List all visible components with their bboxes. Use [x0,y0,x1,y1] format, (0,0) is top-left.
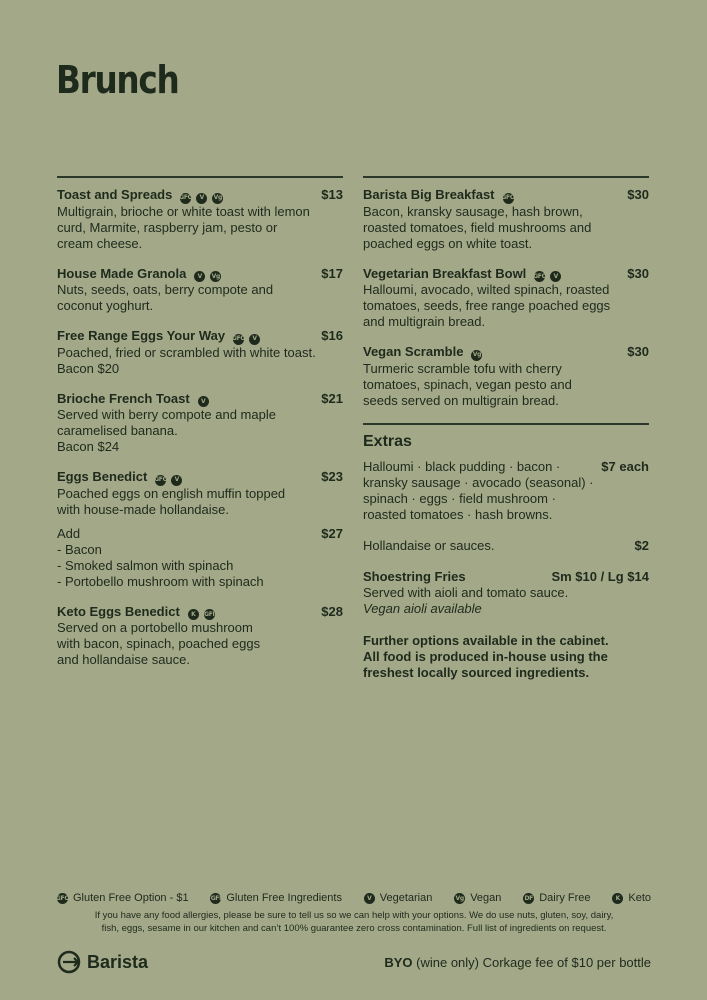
extras-list [363,459,649,523]
legend-label: Vegan [470,892,502,904]
byo-notice [384,955,651,970]
menu-item-shoestring-fries [363,569,649,617]
item-price: $13 [321,187,343,203]
item-price: $23 [321,469,343,485]
item-desc-line: seeds served on multigrain bread. [363,392,559,408]
menu-item [57,328,343,377]
right-menu-list [363,187,649,409]
item-price: $21 [321,390,343,406]
item-price: $30 [627,265,649,281]
diet-badge-icon: V [249,334,260,345]
logo-text: Barista [87,951,149,972]
right-column [363,176,649,681]
diet-badge-icon: GFI [210,894,222,902]
item-price: $28 [321,603,343,619]
add-label: Add [57,525,81,541]
item-desc-line: Multigrain, brioche or white toast with lemon [57,203,310,219]
legend-label: Vegetarian [379,892,433,904]
diet-badge-icon: Vg [471,350,482,361]
sauces-price: $2 [634,537,649,553]
item-desc-line: with house-made hollandaise. [57,501,229,517]
add-price: $27 [321,525,343,541]
item-desc-line: Served on a portobello mushroom [57,620,253,635]
diet-badge-icon: GFO [180,193,191,204]
diet-badge-icon: V [194,271,205,282]
item-desc-line: curd, Marmite, raspberry jam, pesto or [57,219,278,235]
item-name: Vegetarian Breakfast Bowl [363,265,527,281]
extras-title: Extras [363,432,412,450]
legend-item [612,892,651,904]
item-desc-line: Poached, fried or scrambled with white toast. [57,344,316,360]
item-price: $17 [321,265,343,281]
page-title: Brunch [56,58,179,102]
diet-badge-icon: GFO [503,193,514,204]
vegan-aioli-note: Vegan aioli available [363,600,482,616]
add-option: - Bacon [57,541,102,557]
item-desc-line: roasted tomatoes, field mushrooms and [363,219,592,235]
legend-item [523,892,590,904]
divider [363,423,649,425]
legend-label: Dairy Free [539,892,591,904]
diet-badge-icon: K [612,893,623,904]
diet-badge-icon: GFO [55,894,70,902]
item-desc-line: Bacon $24 [57,439,120,454]
extras-price: $7 each [601,458,649,474]
byo-label: BYO [384,955,413,970]
legend-item [454,892,501,904]
kitchen-note [363,633,649,681]
diet-badge-icon: Vg [455,894,464,902]
diet-badge-icon: V [364,893,375,904]
diet-badge-icon: K [188,609,199,620]
item-desc-line: cream cheese. [57,235,143,251]
extras-line: Halloumi · black pudding · bacon · [363,458,561,474]
legend-item [364,892,433,904]
legend-item [210,892,342,904]
item-name: Eggs Benedict [57,469,148,485]
add-option: - Smoked salmon with spinach [57,557,234,573]
item-name: Barista Big Breakfast [363,187,495,203]
item-desc-line: Bacon $20 [57,360,120,376]
item-desc-line: caramelised banana. [57,423,178,438]
extras-line: spinach · eggs · field mushroom · [363,490,556,506]
legend-label: Keto [628,892,651,904]
item-name: Toast and Spreads [57,187,173,203]
diet-badge-icon: GFO [155,475,166,486]
diet-badge-icon: GFO [233,334,244,345]
menu-item [57,391,343,456]
item-desc-line: with bacon, spinach, poached eggs [57,636,261,651]
item-desc-line: coconut yoghurt. [57,298,154,313]
item-name: Shoestring Fries [363,568,466,584]
item-name: Keto Eggs Benedict [57,603,180,619]
item-desc-line: and hollandaise sauce. [57,652,190,667]
item-name: Vegan Scramble [363,344,464,360]
menu-item [363,344,649,409]
item-name: House Made Granola [57,265,187,281]
item-price: Sm $10 / Lg $14 [551,568,649,584]
diet-badge-icon: V [196,193,207,204]
item-price: $30 [627,187,649,203]
item-desc-line: poached eggs on white toast. [363,235,533,251]
item-desc-line: Turmeric scramble tofu with cherry [363,360,562,376]
note-line: All food is produced in-house using the [363,648,608,664]
menu-item-keto-eggs-benedict [57,604,343,669]
sauces-item [363,538,649,554]
sauces-label: Hollandaise or sauces. [363,537,495,553]
barista-logo [57,949,148,975]
item-price: $30 [627,344,649,360]
menu-item [363,266,649,331]
allergy-line: fish, eggs, sesame in our kitchen and can’t 100% guarantee zero cross contamination. Full list of ingredients on request. [101,923,607,934]
add-options [57,526,343,590]
diet-badge-icon: GFI [204,609,215,620]
note-line: Further options available in the cabinet. [363,632,609,648]
item-desc-line: Poached eggs on english muffin topped [57,485,286,501]
diet-badge-icon: V [550,271,561,282]
diet-badge-icon: V [171,475,182,486]
menu-item [363,187,649,252]
barista-logo-icon [57,949,83,975]
add-option: - Portobello mushroom with spinach [57,573,264,589]
menu-item [57,187,343,252]
diet-badge-icon: DF [524,894,533,902]
item-desc-line: tomatoes, seeds, free range poached eggs [363,298,611,313]
dietary-legend [57,892,651,904]
legend-item [57,892,189,904]
note-line: freshest locally sourced ingredients. [363,664,590,680]
allergy-notice [57,909,651,935]
menu-item [57,266,343,315]
legend-label: Gluten Free Option - $1 [73,892,189,904]
legend-label: Gluten Free Ingredients [226,892,342,904]
divider [57,176,343,178]
left-menu-list [57,187,343,518]
diet-badge-icon: Vg [212,193,223,204]
item-desc-line: Nuts, seeds, oats, berry compote and [57,282,274,297]
item-desc-line: Served with aioli and tomato sauce. [363,584,569,600]
item-name: Brioche French Toast [57,390,190,406]
byo-text: (wine only) Corkage fee of $10 per bottle [412,955,651,970]
diet-badge-icon: Vg [210,271,221,282]
item-name: Free Range Eggs Your Way [57,328,226,344]
item-desc-line: and multigrain bread. [363,314,486,329]
item-desc-line: Served with berry compote and maple [57,407,276,422]
divider [363,176,649,178]
allergy-line: If you have any food allergies, please be sure to tell us so we can help with your options. We do use nuts, gluten, soy, dairy, [94,910,614,921]
item-desc-line: tomatoes, spinach, vegan pesto and [363,376,572,392]
left-column [57,176,343,668]
item-desc-line: Halloumi, avocado, wilted spinach, roasted [363,282,610,297]
menu-item [57,469,343,518]
diet-badge-icon: GFO [534,271,545,282]
extras-line: roasted tomatoes · hash browns. [363,506,553,522]
extras-line: kransky sausage · avocado (seasonal) · [363,474,594,490]
item-desc-line: Bacon, kransky sausage, hash brown, [363,203,583,219]
item-price: $16 [321,328,343,344]
diet-badge-icon: V [198,396,209,407]
